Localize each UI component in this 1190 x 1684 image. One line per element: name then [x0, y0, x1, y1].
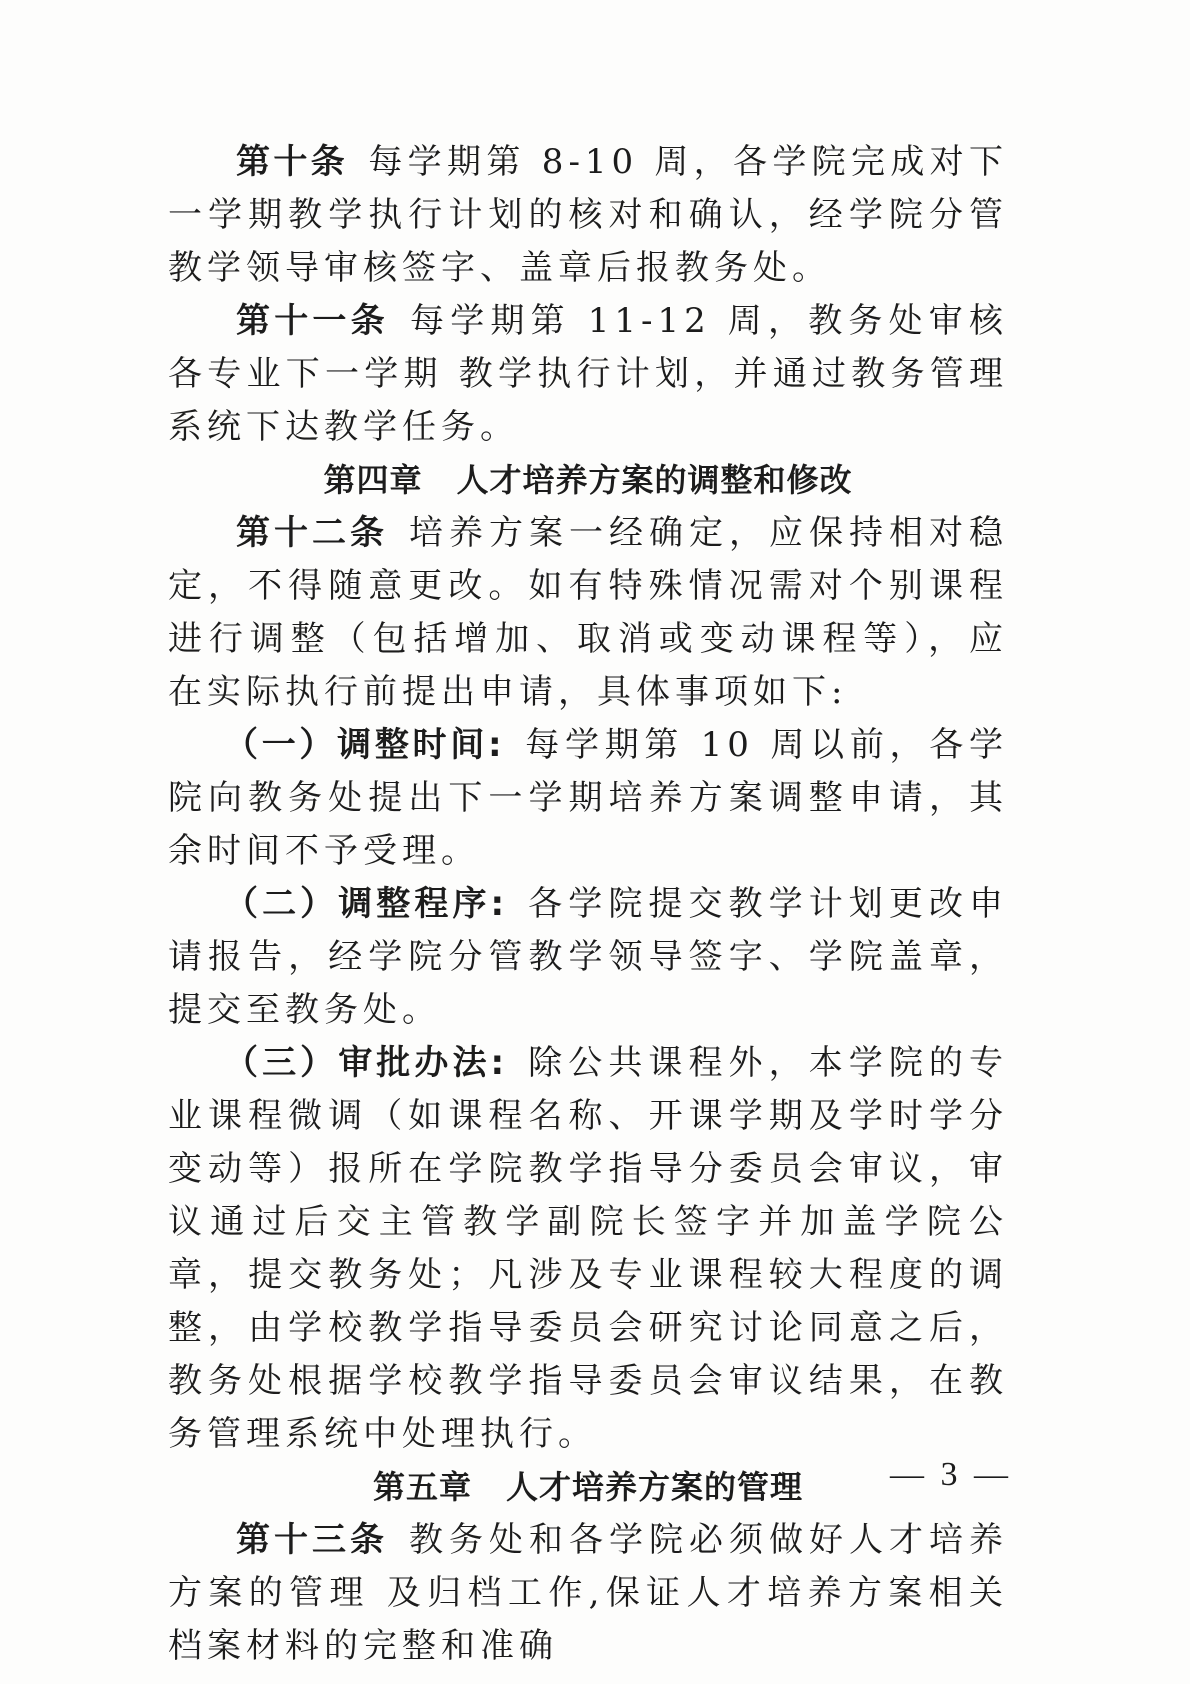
item-2-label: （二）调整程序:	[224, 884, 508, 924]
article-12-text: 培养方案一经确定，应保持相对稳定，不得随意更改。如有特殊情况需对个别课程进行调整（包括增加、取消或变动课程等），应在实际执行前提出申请，具体事项如下:	[168, 513, 1008, 712]
chapter-4-heading	[168, 454, 1008, 507]
article-13	[168, 1514, 1008, 1673]
article-12	[168, 507, 1008, 719]
article-10-text: 每学期第 8-10 周，各学院完成对下一学期教学执行计划的核对和确认，经学院分管教学领导审核签字、盖章后报教务处。	[168, 142, 1008, 288]
chapter-5-number: 第五章	[372, 1468, 472, 1506]
article-13-title: 第十三条	[236, 1520, 388, 1560]
item-3-text: 除公共课程外，本学院的专业课程微调（如课程名称、开课学期及学时学分变动等）报所在学院教学指导分委员会审议，审议通过后交主管教学副院长签字并加盖学院公章，提交教务处；凡涉及专业课程较大程度的调整，由学校教学指导委员会研究讨论同意之后，教务处根据学校教学指导委员会审议结果，在教务管理系统中处理执行。	[168, 1043, 1008, 1454]
article-13-text: 教务处和各学院必须做好人才培养方案的管理 及归档工作,保证人才培养方案相关档案材料的完整和准确	[168, 1520, 1008, 1666]
article-10-title: 第十条	[236, 142, 348, 182]
list-item	[168, 1037, 1008, 1461]
list-item	[168, 878, 1008, 1037]
article-10	[168, 136, 1008, 295]
article-12-title: 第十二条	[236, 513, 388, 553]
document-body	[168, 136, 1008, 1673]
page-number: — 3 —	[890, 1456, 1012, 1493]
chapter-5-title: 人才培养方案的管理	[506, 1468, 804, 1506]
item-1-text: 每学期第 10 周以前，各学院向教务处提出下一学期培养方案调整申请，其余时间不予受理。	[168, 725, 1008, 871]
article-11-title: 第十一条	[236, 301, 389, 341]
chapter-4-title: 人才培养方案的调整和修改	[456, 461, 853, 499]
item-1-label: （一）调整时间:	[224, 725, 505, 765]
chapter-5-heading	[168, 1461, 1008, 1514]
list-item	[168, 719, 1008, 878]
article-11-text: 每学期第 11-12 周，教务处审核各专业下一学期 教学执行计划，并通过教务管理系统下达教学任务。	[168, 301, 1008, 447]
article-11	[168, 295, 1008, 454]
item-3-label: （三）审批办法:	[224, 1043, 508, 1083]
item-2-text: 各学院提交教学计划更改申请报告，经学院分管教学领导签字、学院盖章，提交至教务处。	[168, 884, 1008, 1030]
chapter-4-number: 第四章	[323, 461, 423, 499]
